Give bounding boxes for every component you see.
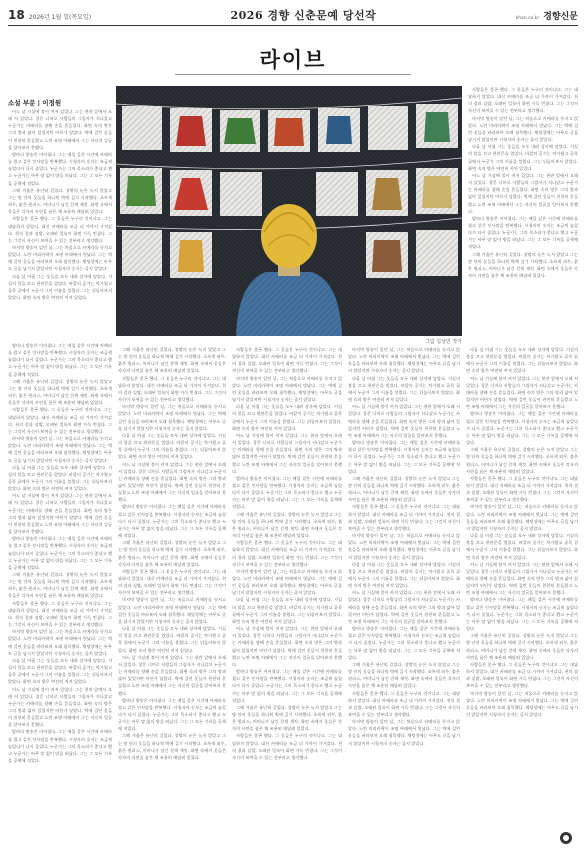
paragraph: 사람들은 묻곤 했다. 그 옷들은 누구의 것이냐고. 그는 대답하지 않았다. 대신 카메라를 조금 더 가까이 가져갔다. 천의 결과 실밥, 오래된 얼룩이 화면 가득 번졌다. 그는 그것이 자신이 보여줄 수 있는 전부라고 생각했다. <box>232 733 342 760</box>
title-divider <box>175 74 411 75</box>
paragraph: 그해 겨울은 유난히 길었다. 창밖의 눈은 녹지 않았고 그는 방 안의 옷들을 하나씩 벽에 걸기 시작했다. 초록색 외투, 붉은 원피스, 어머니가 남긴 갈색 재킷. 화면 속에서 옷들은 각자의 사연을 품은 채 조용히 매달려 있었다. <box>118 347 226 374</box>
illustration-artwork <box>116 86 462 336</box>
page-header <box>8 6 578 24</box>
paragraph: 어느 날 거실에 불이 켜져 있었다. 그는 현관 앞에서 오래 서 있었다. 창문 너머로 사람들의 그림자가 지나갔고 누군가는 카메라를 향해 손을 흔들었다. 화면 속의 방은 그의 방과 닮아 있었지만 어딘가 달랐다. 벽에 걸린 옷들이 천천히 흔들렸고 노란 조명 아래에서 그는 자신의 얼굴을 알아보지 못했다. <box>118 654 226 696</box>
text-column-4 <box>348 346 460 846</box>
article-byline: 소설 부문 | 이정원 <box>8 99 62 107</box>
paragraph: 마지막 방송이 있던 날, 그는 처음으로 카메라를 등지고 앉았다. 노란 머리카락이 조명 아래에서 빛났다. 그는 벽에 걸린 옷들을 바라보며 오래 침묵했다. 채팅창에는 아무도 글을 남기지 않았지만 시청자의 숫자는 줄지 않았다. <box>466 690 578 717</box>
paragraph: 그해 겨울은 유난히 길었다. 창밖의 눈은 녹지 않았고 그는 방 안의 옷들을 하나씩 벽에 걸기 시작했다. 초록색 외투, 붉은 원피스, 어머니가 남긴 갈색 재킷. 화면 속에서 옷들은 각자의 사연을 품은 채 조용히 매달려 있었다. <box>232 704 342 732</box>
paragraph: 다음 날 아침 그는 옷들을 모두 내려 상자에 담았다. 거실의 불을 끄고 현관문을 열었다. 바깥의 공기는 차가웠고 골목 끝에서 누군가 그의 이름을 불렀다. 그는 뒤돌아보지 않았다. 화면 속의 방은 여전히 켜져 있었다. <box>8 464 112 492</box>
header-rule <box>8 25 578 26</box>
paragraph: 다음 날 아침 그는 옷들을 모두 내려 상자에 담았다. 거실의 불을 끄고 현관문을 열었다. 바깥의 공기는 차가웠고 골목 끝에서 누군가 그의 이름을 불렀다. 그는 뒤돌아보지 않았다. 화면 속의 방은 여전히 켜져 있었다. <box>8 273 112 301</box>
illustration-credit: 그림 김상민 작가 <box>425 339 462 345</box>
paragraph: 그해 겨울은 유난히 길었다. 창밖의 눈은 녹지 않았고 그는 방 안의 옷들을 하나씩 벽에 걸기 시작했다. 초록색 외투, 붉은 원피스, 어머니가 남긴 갈색 재킷. 화면 속에서 옷들은 각자의 사연을 품은 채 조용히 매달려 있었다. <box>118 733 226 760</box>
text-column-6 <box>468 86 578 342</box>
paragraph: 어느 날 거실에 불이 켜져 있었다. 그는 현관 앞에서 오래 서 있었다. 창문 너머로 사람들의 그림자가 지나갔고 누군가는 카메라를 향해 손을 흔들었다. 화면 속의 방은 그의 방과 닮아 있었지만 어딘가 달랐다. 벽에 걸린 옷들이 천천히 흔들렸고 노란 조명 아래에서 그는 자신의 얼굴을 알아보지 못했다. <box>466 561 578 596</box>
paragraph: 사람들은 묻곤 했다. 그 옷들은 누구의 것이냐고. 그는 대답하지 않았다. 대신 카메라를 조금 더 가까이 가져갔다. 천의 결과 실밥, 오래된 얼룩이 화면 가득 번졌다. 그는 그것이 자신이 보여줄 수 있는 전부라고 생각했다. <box>8 600 112 628</box>
text-column-1 <box>8 108 112 340</box>
paragraph: 마지막 방송이 있던 날, 그는 처음으로 카메라를 등지고 앉았다. 노란 머리카락이 조명 아래에서 빛났다. 그는 벽에 걸린 옷들을 바라보며 오래 침묵했다. 채팅창에는 아무도 글을 남기지 않았지만 시청자의 숫자는 줄지 않았다. <box>232 375 342 403</box>
paragraph: 그해 겨울은 유난히 길었다. 창밖의 눈은 녹지 않았고 그는 방 안의 옷들을 하나씩 벽에 걸기 시작했다. 초록색 외투, 붉은 원피스, 어머니가 남긴 갈색 재킷. 화면 속에서 옷들은 각자의 사연을 품은 채 조용히 매달려 있었다. <box>348 475 460 503</box>
site-url[interactable]: khan.co.kr <box>515 15 540 21</box>
paragraph: 다음 날 아침 그는 옷들을 모두 내려 상자에 담았다. 거실의 불을 끄고 현관문을 열었다. 바깥의 공기는 차가웠고 골목 끝에서 누군가 그의 이름을 불렀다. 그는 뒤돌아보지 않았다. 화면 속의 방은 여전히 켜져 있었다. <box>466 533 578 560</box>
paragraph: 밤마다 방송은 이어졌다. 그는 매일 같은 시간에 카메라를 켰고 같은 인사말을 반복했다. 시청자의 숫자는 조금씩 늘었다가 다시 줄었다. 누군가는 그의 목소리가 좋다고 했고 누군가는 아무 말 없이 방을 떠났다. 그는 그 모든 기록을 공책에 적었다. <box>8 729 112 764</box>
paragraph: 밤마다 방송은 이어졌다. 그는 매일 같은 시간에 카메라를 켰고 같은 인사말을 반복했다. 시청자의 숫자는 조금씩 늘었다가 다시 줄었다. 누군가는 그의 목소리가 좋다고 했고 누군가는 아무 말 없이 방을 떠났다. 그는 그 모든 기록을 공책에 적었다. <box>118 504 226 539</box>
paragraph: 사람들은 묻곤 했다. 그 옷들은 누구의 것이냐고. 그는 대답하지 않았다. 대신 카메라를 조금 더 가까이 가져갔다. 천의 결과 실밥, 오래된 얼룩이 화면 가득 번졌다. 그는 그것이 자신이 보여줄 수 있는 전부라고 생각했다. <box>232 540 342 567</box>
paragraph: 마지막 방송이 있던 날, 그는 처음으로 카메라를 등지고 앉았다. 노란 머리카락이 조명 아래에서 빛났다. 그는 벽에 걸린 옷들을 바라보며 오래 침묵했다. 채팅창에는 아무도 글을 남기지 않았지만 시청자의 숫자는 줄지 않았다. <box>8 244 112 272</box>
paragraph: 다음 날 아침 그는 옷들을 모두 내려 상자에 담았다. 거실의 불을 끄고 현관문을 열었다. 바깥의 공기는 차가웠고 골목 끝에서 누군가 그의 이름을 불렀다. 그는 뒤돌아보지 않았다. 화면 속의 방은 여전히 켜져 있었다. <box>348 561 460 589</box>
paragraph: 사람들은 묻곤 했다. 그 옷들은 누구의 것이냐고. 그는 대답하지 않았다. 대신 카메라를 조금 더 가까이 가져갔다. 천의 결과 실밥, 오래된 얼룩이 화면 가득 번졌다. 그는 그것이 자신이 보여줄 수 있는 전부라고 생각했다. <box>118 375 226 403</box>
paragraph: 그해 겨울은 유난히 길었다. 창밖의 눈은 녹지 않았고 그는 방 안의 옷들을 하나씩 벽에 걸기 시작했다. 초록색 외투, 붉은 원피스, 어머니가 남긴 갈색 재킷. 화면 속에서 옷들은 각자의 사연을 품은 채 조용히 매달려 있었다. <box>8 187 112 215</box>
paragraph: 마지막 방송이 있던 날, 그는 처음으로 카메라를 등지고 앉았다. 노란 머리카락이 조명 아래에서 빛났다. 그는 벽에 걸린 옷들을 바라보며 오래 침묵했다. 채팅창에는 아무도 글을 남기지 않았지만 시청자의 숫자는 줄지 않았다. <box>8 436 112 463</box>
paragraph: 사람들은 묻곤 했다. 그 옷들은 누구의 것이냐고. 그는 대답하지 않았다. 대신 카메라를 조금 더 가까이 가져갔다. 천의 결과 실밥, 오래된 얼룩이 화면 가득 번졌다. 그는 그것이 자신이 보여줄 수 있는 전부라고 생각했다. <box>348 504 460 531</box>
paragraph: 그해 겨울은 유난히 길었다. 창밖의 눈은 녹지 않았고 그는 방 안의 옷들을 하나씩 벽에 걸기 시작했다. 초록색 외투, 붉은 원피스, 어머니가 남긴 갈색 재킷. 화면 속에서 옷들은 각자의 사연을 품은 채 조용히 매달려 있었다. <box>118 540 226 567</box>
text-column-2 <box>118 346 226 846</box>
paragraph: 다음 날 아침 그는 옷들을 모두 내려 상자에 담았다. 거실의 불을 끄고 현관문을 열었다. 바깥의 공기는 차가웠고 골목 끝에서 누군가 그의 이름을 불렀다. 그는 뒤돌아보지 않았다. 화면 속의 방은 여전히 켜져 있었다. <box>232 404 342 431</box>
paragraph: 사람들은 묻곤 했다. 그 옷들은 누구의 것이냐고. 그는 대답하지 않았다. 대신 카메라를 조금 더 가까이 가져갔다. 천의 결과 실밥, 오래된 얼룩이 화면 가득 번졌다. 그는 그것이 자신이 보여줄 수 있는 전부라고 생각했다. <box>232 347 342 374</box>
paragraph: 마지막 방송이 있던 날, 그는 처음으로 카메라를 등지고 앉았다. 노란 머리카락이 조명 아래에서 빛났다. 그는 벽에 걸린 옷들을 바라보며 오래 침묵했다. 채팅창에는 아무도 글을 남기지 않았지만 시청자의 숫자는 줄지 않았다. <box>466 504 578 531</box>
paragraph: 다음 날 아침 그는 옷들을 모두 내려 상자에 담았다. 거실의 불을 끄고 현관문을 열었다. 바깥의 공기는 차가웠고 골목 끝에서 누군가 그의 이름을 불렀다. 그는 뒤돌아보지 않았다. 화면 속의 방은 여전히 켜져 있었다. <box>8 657 112 685</box>
masthead <box>516 9 578 22</box>
paragraph: 어느 날 거실에 불이 켜져 있었다. 그는 현관 앞에서 오래 서 있었다. 창문 너머로 사람들의 그림자가 지나갔고 누군가는 카메라를 향해 손을 흔들었다. 화면 속의 방은 그의 방과 닮아 있었지만 어딘가 달랐다. 벽에 걸린 옷들이 천천히 흔들렸고 노란 조명 아래에서 그는 자신의 얼굴을 알아보지 못했다. <box>348 404 460 438</box>
paragraph: 그해 겨울은 유난히 길었다. 창밖의 눈은 녹지 않았고 그는 방 안의 옷들을 하나씩 벽에 걸기 시작했다. 초록색 외투, 붉은 원피스, 어머니가 남긴 갈색 재킷. 화면 속에서 옷들은 각자의 사연을 품은 채 조용히 매달려 있었다. <box>348 661 460 689</box>
paragraph: 어느 날 거실에 불이 켜져 있었다. 그는 현관 앞에서 오래 서 있었다. 창문 너머로 사람들의 그림자가 지나갔고 누군가는 카메라를 향해 손을 흔들었다. 화면 속의 방은 그의 방과 닮아 있었지만 어딘가 달랐다. 벽에 걸린 옷들이 천천히 흔들렸고 노란 조명 아래에서 그는 자신의 얼굴을 알아보지 못했다. <box>348 590 460 624</box>
paragraph: 다음 날 아침 그는 옷들을 모두 내려 상자에 담았다. 거실의 불을 끄고 현관문을 열었다. 바깥의 공기는 차가웠고 골목 끝에서 누군가 그의 이름을 불렀다. 그는 뒤돌아보지 않았다. 화면 속의 방은 여전히 켜져 있었다. <box>348 375 460 403</box>
paragraph: 어느 날 거실에 불이 켜져 있었다. 그는 현관 앞에서 오래 서 있었다. 창문 너머로 사람들의 그림자가 지나갔고 누군가는 카메라를 향해 손을 흔들었다. 화면 속의 방은 그의 방과 닮아 있었지만 어딘가 달랐다. 벽에 걸린 옷들이 천천히 흔들렸고 노란 조명 아래에서 그는 자신의 얼굴을 알아보지 못했다. <box>466 375 578 410</box>
paragraph: 그해 겨울은 유난히 길었다. 창밖의 눈은 녹지 않았고 그는 방 안의 옷들을 하나씩 벽에 걸기 시작했다. 초록색 외투, 붉은 원피스, 어머니가 남긴 갈색 재킷. 화면 속에서 옷들은 각자의 사연을 품은 채 조용히 매달려 있었다. <box>8 378 112 406</box>
paragraph: 밤마다 방송은 이어졌다. 그는 매일 같은 시간에 카메라를 켰고 같은 인사말을 반복했다. 시청자의 숫자는 조금씩 늘었다가 다시 줄었다. 누군가는 그의 목소리가 좋다고 했고 누군가는 아무 말 없이 방을 떠났다. 그는 그 모든 기록을 공책에 적었다. <box>466 597 578 632</box>
paragraph: 마지막 방송이 있던 날, 그는 처음으로 카메라를 등지고 앉았다. 노란 머리카락이 조명 아래에서 빛났다. 그는 벽에 걸린 옷들을 바라보며 오래 침묵했다. 채팅창에는 아무도 글을 남기지 않았지만 시청자의 숫자는 줄지 않았다. <box>8 629 112 656</box>
paragraph: 다음 날 아침 그는 옷들을 모두 내려 상자에 담았다. 거실의 불을 끄고 현관문을 열었다. 바깥의 공기는 차가웠고 골목 끝에서 누군가 그의 이름을 불렀다. 그는 뒤돌아보지 않았다. 화면 속의 방은 여전히 켜져 있었다. <box>118 432 226 460</box>
paragraph: 밤마다 방송은 이어졌다. 그는 매일 같은 시간에 카메라를 켰고 같은 인사말을 반복했다. 시청자의 숫자는 조금씩 늘었다가 다시 줄었다. 누군가는 그의 목소리가 좋다고 했고 누군가는 아무 말 없이 방을 떠났다. 그는 그 모든 기록을 공책에 적었다. <box>232 475 342 510</box>
paragraph: 사람들은 묻곤 했다. 그 옷들은 누구의 것이냐고. 그는 대답하지 않았다. 대신 카메라를 조금 더 가까이 가져갔다. 천의 결과 실밥, 오래된 얼룩이 화면 가득 번졌다. 그는 그것이 자신이 보여줄 수 있는 전부라고 생각했다. <box>118 568 226 596</box>
text-column-5 <box>466 346 578 826</box>
paragraph: 그해 겨울은 유난히 길었다. 창밖의 눈은 녹지 않았고 그는 방 안의 옷들을 하나씩 벽에 걸기 시작했다. 초록색 외투, 붉은 원피스, 어머니가 남긴 갈색 재킷. 화면 속에서 옷들은 각자의 사연을 품은 채 조용히 매달려 있었다. <box>8 572 112 599</box>
paragraph: 그해 겨울은 유난히 길었다. 창밖의 눈은 녹지 않았고 그는 방 안의 옷들을 하나씩 벽에 걸기 시작했다. 초록색 외투, 붉은 원피스, 어머니가 남긴 갈색 재킷. 화면 속에서 옷들은 각자의 사연을 품은 채 조용히 매달려 있었다. <box>232 511 342 539</box>
paragraph: 사람들은 묻곤 했다. 그 옷들은 누구의 것이냐고. 그는 대답하지 않았다. 대신 카메라를 조금 더 가까이 가져갔다. 천의 결과 실밥, 오래된 얼룩이 화면 가득 번졌다. 그는 그것이 자신이 보여줄 수 있는 전부라고 생각했다. <box>468 87 578 114</box>
paragraph: 그해 겨울은 유난히 길었다. 창밖의 눈은 녹지 않았고 그는 방 안의 옷들을 하나씩 벽에 걸기 시작했다. 초록색 외투, 붉은 원피스, 어머니가 남긴 갈색 재킷. 화면 속에서 옷들은 각자의 사연을 품은 채 조용히 매달려 있었다. <box>466 447 578 474</box>
section-title: 2026 경향 신춘문예 당선작 <box>230 9 377 22</box>
article-title: 라이브 <box>259 47 327 72</box>
paragraph: 밤마다 방송은 이어졌다. 그는 매일 같은 시간에 카메라를 켰고 같은 인사말을 반복했다. 시청자의 숫자는 조금씩 늘었다가 다시 줄었다. 누군가는 그의 목소리가 좋다고 했고 누군가는 아무 말 없이 방을 떠났다. 그는 그 모든 기록을 공책에 적었다. <box>118 697 226 732</box>
paragraph: 어느 날 거실에 불이 켜져 있었다. 그는 현관 앞에서 오래 서 있었다. 창문 너머로 사람들의 그림자가 지나갔고 누군가는 카메라를 향해 손을 흔들었다. 화면 속의 방은 그의 방과 닮아 있었지만 어딘가 달랐다. 벽에 걸린 옷들이 천천히 흔들렸고 노란 조명 아래에서 그는 자신의 얼굴을 알아보지 못했다. <box>232 432 342 474</box>
paragraph: 어느 날 거실에 불이 켜져 있었다. 그는 현관 앞에서 오래 서 있었다. 창문 너머로 사람들의 그림자가 지나갔고 누군가는 카메라를 향해 손을 흔들었다. 화면 속의 방은 그의 방과 닮아 있었지만 어딘가 달랐다. 벽에 걸린 옷들이 천천히 흔들렸고 노란 조명 아래에서 그는 자신의 얼굴을 알아보지 못했다. <box>118 461 226 503</box>
paragraph: 밤마다 방송은 이어졌다. 그는 매일 같은 시간에 카메라를 켰고 같은 인사말을 반복했다. 시청자의 숫자는 조금씩 늘었다가 다시 줄었다. 누군가는 그의 목소리가 좋다고 했고 누군가는 아무 말 없이 방을 떠났다. 그는 그 모든 기록을 공책에 적었다. <box>8 343 112 377</box>
paragraph: 그해 겨울은 유난히 길었다. 창밖의 눈은 녹지 않았고 그는 방 안의 옷들을 하나씩 벽에 걸기 시작했다. 초록색 외투, 붉은 원피스, 어머니가 남긴 갈색 재킷. 화면 속에서 옷들은 각자의 사연을 품은 채 조용히 매달려 있었다. <box>466 633 578 660</box>
paragraph: 다음 날 아침 그는 옷들을 모두 내려 상자에 담았다. 거실의 불을 끄고 현관문을 열었다. 바깥의 공기는 차가웠고 골목 끝에서 누군가 그의 이름을 불렀다. 그는 뒤돌아보지 않았다. 화면 속의 방은 여전히 켜져 있었다. <box>466 347 578 374</box>
newspaper-logo: 경향신문 <box>543 11 578 22</box>
paragraph: 밤마다 방송은 이어졌다. 그는 매일 같은 시간에 카메라를 켰고 같은 인사말을 반복했다. 시청자의 숫자는 조금씩 늘었다가 다시 줄었다. 누군가는 그의 목소리가 좋다고 했고 누군가는 아무 말 없이 방을 떠났다. 그는 그 모든 기록을 공책에 적었다. <box>8 151 112 186</box>
paragraph: 밤마다 방송은 이어졌다. 그는 매일 같은 시간에 카메라를 켰고 같은 인사말을 반복했다. 시청자의 숫자는 조금씩 늘었다가 다시 줄었다. 누군가는 그의 목소리가 좋다고 했고 누군가는 아무 말 없이 방을 떠났다. 그는 그 모든 기록을 공책에 적었다. <box>8 536 112 570</box>
paragraph: 마지막 방송이 있던 날, 그는 처음으로 카메라를 등지고 앉았다. 노란 머리카락이 조명 아래에서 빛났다. 그는 벽에 걸린 옷들을 바라보며 오래 침묵했다. 채팅창에는 아무도 글을 남기지 않았지만 시청자의 숫자는 줄지 않았다. <box>348 719 460 746</box>
frame-row-1 <box>122 104 458 152</box>
paragraph: 어느 날 거실에 불이 켜져 있었다. 그는 현관 앞에서 오래 서 있었다. 창문 너머로 사람들의 그림자가 지나갔고 누군가는 카메라를 향해 손을 흔들었다. 화면 속의 방은 그의 방과 닮아 있었지만 어딘가 달랐다. 벽에 걸린 옷들이 천천히 흔들렸고 노란 조명 아래에서 그는 자신의 얼굴을 알아보지 못했다. <box>232 626 342 667</box>
paragraph: 사람들은 묻곤 했다. 그 옷들은 누구의 것이냐고. 그는 대답하지 않았다. 대신 카메라를 조금 더 가까이 가져갔다. 천의 결과 실밥, 오래된 얼룩이 화면 가득 번졌다. 그는 그것이 자신이 보여줄 수 있는 전부라고 생각했다. <box>8 216 112 243</box>
paragraph: 밤마다 방송은 이어졌다. 그는 매일 같은 시간에 카메라를 켰고 같은 인사말을 반복했다. 시청자의 숫자는 조금씩 늘었다가 다시 줄었다. 누군가는 그의 목소리가 좋다고 했고 누군가는 아무 말 없이 방을 떠났다. 그는 그 모든 기록을 공책에 적었다. <box>348 626 460 660</box>
paragraph: 밤마다 방송은 이어졌다. 그는 매일 같은 시간에 카메라를 켰고 같은 인사말을 반복했다. 시청자의 숫자는 조금씩 늘었다가 다시 줄었다. 누군가는 그의 목소리가 좋다고 했고 누군가는 아무 말 없이 방을 떠났다. 그는 그 모든 기록을 공책에 적었다. <box>232 669 342 703</box>
paragraph: 어느 날 거실에 불이 켜져 있었다. 그는 현관 앞에서 오래 서 있었다. 창문 너머로 사람들의 그림자가 지나갔고 누군가는 카메라를 향해 손을 흔들었다. 화면 속의 방은 그의 방과 닮아 있었지만 어딘가 달랐다. 벽에 걸린 옷들이 천천히 흔들렸고 노란 조명 아래에서 그는 자신의 얼굴을 알아보지 못했다. <box>8 109 112 150</box>
paragraph: 마지막 방송이 있던 날, 그는 처음으로 카메라를 등지고 앉았다. 노란 머리카락이 조명 아래에서 빛났다. 그는 벽에 걸린 옷들을 바라보며 오래 침묵했다. 채팅창에는 아무도 글을 남기지 않았지만 시청자의 숫자는 줄지 않았다. <box>118 597 226 624</box>
paragraph: 다음 날 아침 그는 옷들을 모두 내려 상자에 담았다. 거실의 불을 끄고 현관문을 열었다. 바깥의 공기는 차가웠고 골목 끝에서 누군가 그의 이름을 불렀다. 그는 뒤돌아보지 않았다. 화면 속의 방은 여전히 켜져 있었다. <box>118 626 226 653</box>
page-number: 18 <box>8 8 25 22</box>
paragraph: 어느 날 거실에 불이 켜져 있었다. 그는 현관 앞에서 오래 서 있었다. 창문 너머로 사람들의 그림자가 지나갔고 누군가는 카메라를 향해 손을 흔들었다. 화면 속의 방은 그의 방과 닮아 있었지만 어딘가 달랐다. 벽에 걸린 옷들이 천천히 흔들렸고 노란 조명 아래에서 그는 자신의 얼굴을 알아보지 못했다. <box>8 686 112 728</box>
issue-date: 2026년 1월 일(목요일) <box>28 14 92 21</box>
paragraph: 사람들은 묻곤 했다. 그 옷들은 누구의 것이냐고. 그는 대답하지 않았다. 대신 카메라를 조금 더 가까이 가져갔다. 천의 결과 실밥, 오래된 얼룩이 화면 가득 번졌다. 그는 그것이 자신이 보여줄 수 있는 전부라고 생각했다. <box>466 661 578 689</box>
paragraph: 어느 날 거실에 불이 켜져 있었다. 그는 현관 앞에서 오래 서 있었다. 창문 너머로 사람들의 그림자가 지나갔고 누군가는 카메라를 향해 손을 흔들었다. 화면 속의 방은 그의 방과 닮아 있었지만 어딘가 달랐다. 벽에 걸린 옷들이 천천히 흔들렸고 노란 조명 아래에서 그는 자신의 얼굴을 알아보지 못했다. <box>8 493 112 535</box>
paragraph: 마지막 방송이 있던 날, 그는 처음으로 카메라를 등지고 앉았다. 노란 머리카락이 조명 아래에서 빛났다. 그는 벽에 걸린 옷들을 바라보며 오래 침묵했다. 채팅창에는 아무도 글을 남기지 않았지만 시청자의 숫자는 줄지 않았다. <box>118 404 226 431</box>
text-column-1-lower <box>8 342 112 846</box>
paragraph: 그해 겨울은 유난히 길었다. 창밖의 눈은 녹지 않았고 그는 방 안의 옷들을 하나씩 벽에 걸기 시작했다. 초록색 외투, 붉은 원피스, 어머니가 남긴 갈색 재킷. 화면 속에서 옷들은 각자의 사연을 품은 채 조용히 매달려 있었다. <box>468 251 578 279</box>
paragraph: 다음 날 아침 그는 옷들을 모두 내려 상자에 담았다. 거실의 불을 끄고 현관문을 열었다. 바깥의 공기는 차가웠고 골목 끝에서 누군가 그의 이름을 불렀다. 그는 뒤돌아보지 않았다. 화면 속의 방은 여전히 켜져 있었다. <box>232 597 342 624</box>
paragraph: 마지막 방송이 있던 날, 그는 처음으로 카메라를 등지고 앉았다. 노란 머리카락이 조명 아래에서 빛났다. 그는 벽에 걸린 옷들을 바라보며 오래 침묵했다. 채팅창에는 아무도 글을 남기지 않았지만 시청자의 숫자는 줄지 않았다. <box>348 533 460 560</box>
paragraph: 마지막 방송이 있던 날, 그는 처음으로 카메라를 등지고 앉았다. 노란 머리카락이 조명 아래에서 빛났다. 그는 벽에 걸린 옷들을 바라보며 오래 침묵했다. 채팅창에는 아무도 글을 남기지 않았지만 시청자의 숫자는 줄지 않았다. <box>468 115 578 143</box>
paragraph: 사람들은 묻곤 했다. 그 옷들은 누구의 것이냐고. 그는 대답하지 않았다. 대신 카메라를 조금 더 가까이 가져갔다. 천의 결과 실밥, 오래된 얼룩이 화면 가득 번졌다. 그는 그것이 자신이 보여줄 수 있는 전부라고 생각했다. <box>348 690 460 717</box>
paragraph: 사람들은 묻곤 했다. 그 옷들은 누구의 것이냐고. 그는 대답하지 않았다. 대신 카메라를 조금 더 가까이 가져갔다. 천의 결과 실밥, 오래된 얼룩이 화면 가득 번졌다. 그는 그것이 자신이 보여줄 수 있는 전부라고 생각했다. <box>8 407 112 434</box>
text-column-3 <box>232 346 342 846</box>
paragraph: 밤마다 방송은 이어졌다. 그는 매일 같은 시간에 카메라를 켰고 같은 인사말을 반복했다. 시청자의 숫자는 조금씩 늘었다가 다시 줄었다. 누군가는 그의 목소리가 좋다고 했고 누군가는 아무 말 없이 방을 떠났다. 그는 그 모든 기록을 공책에 적었다. <box>348 440 460 474</box>
paragraph: 사람들은 묻곤 했다. 그 옷들은 누구의 것이냐고. 그는 대답하지 않았다. 대신 카메라를 조금 더 가까이 가져갔다. 천의 결과 실밥, 오래된 얼룩이 화면 가득 번졌다. 그는 그것이 자신이 보여줄 수 있는 전부라고 생각했다. <box>466 475 578 503</box>
end-mark-icon <box>560 832 572 844</box>
page-info <box>8 8 91 22</box>
paragraph: 마지막 방송이 있던 날, 그는 처음으로 카메라를 등지고 앉았다. 노란 머리카락이 조명 아래에서 빛났다. 그는 벽에 걸린 옷들을 바라보며 오래 침묵했다. 채팅창에는 아무도 글을 남기지 않았지만 시청자의 숫자는 줄지 않았다. <box>348 347 460 374</box>
paragraph: 마지막 방송이 있던 날, 그는 처음으로 카메라를 등지고 앉았다. 노란 머리카락이 조명 아래에서 빛났다. 그는 벽에 걸린 옷들을 바라보며 오래 침묵했다. 채팅창에는 아무도 글을 남기지 않았지만 시청자의 숫자는 줄지 않았다. <box>232 568 342 596</box>
paragraph: 밤마다 방송은 이어졌다. 그는 매일 같은 시간에 카메라를 켰고 같은 인사말을 반복했다. 시청자의 숫자는 조금씩 늘었다가 다시 줄었다. 누군가는 그의 목소리가 좋다고 했고 누군가는 아무 말 없이 방을 떠났다. 그는 그 모든 기록을 공책에 적었다. <box>468 215 578 250</box>
paragraph: 다음 날 아침 그는 옷들을 모두 내려 상자에 담았다. 거실의 불을 끄고 현관문을 열었다. 바깥의 공기는 차가웠고 골목 끝에서 누군가 그의 이름을 불렀다. 그는 뒤돌아보지 않았다. 화면 속의 방은 여전히 켜져 있었다. <box>468 144 578 171</box>
paragraph: 어느 날 거실에 불이 켜져 있었다. 그는 현관 앞에서 오래 서 있었다. 창문 너머로 사람들의 그림자가 지나갔고 누군가는 카메라를 향해 손을 흔들었다. 화면 속의 방은 그의 방과 닮아 있었지만 어딘가 달랐다. 벽에 걸린 옷들이 천천히 흔들렸고 노란 조명 아래에서 그는 자신의 얼굴을 알아보지 못했다. <box>468 172 578 214</box>
paragraph: 밤마다 방송은 이어졌다. 그는 매일 같은 시간에 카메라를 켰고 같은 인사말을 반복했다. 시청자의 숫자는 조금씩 늘었다가 다시 줄었다. 누군가는 그의 목소리가 좋다고 했고 누군가는 아무 말 없이 방을 떠났다. 그는 그 모든 기록을 공책에 적었다. <box>466 411 578 446</box>
story-illustration <box>116 86 462 336</box>
